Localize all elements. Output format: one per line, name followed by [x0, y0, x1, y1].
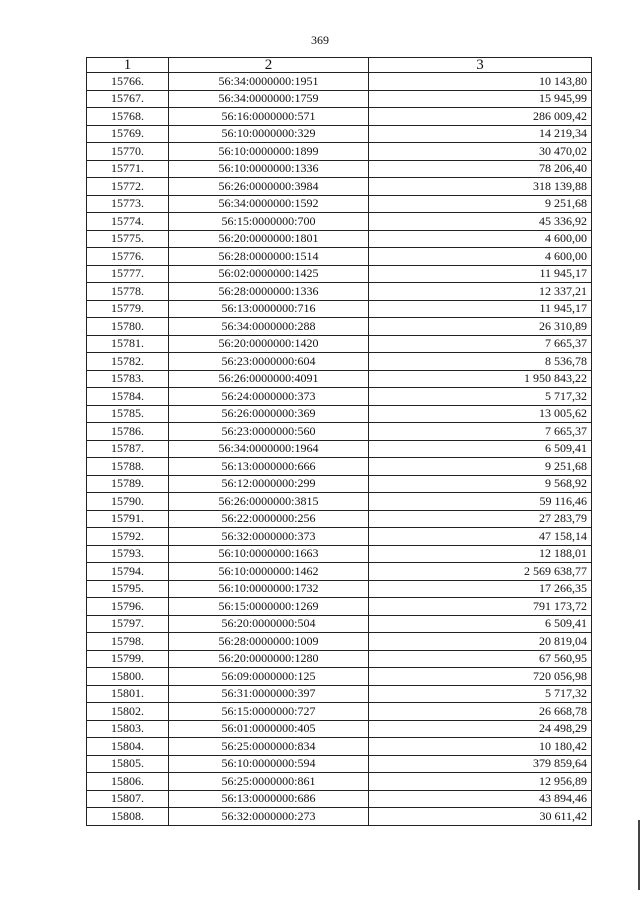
cadastral-number-cell: 56:20:0000000:1420 [169, 335, 369, 353]
table-row [87, 213, 592, 231]
table-row [87, 668, 592, 686]
amount-cell: 7 665,37 [369, 423, 592, 441]
cadastral-number-cell: 56:34:0000000:288 [169, 318, 369, 336]
amount-cell: 11 945,17 [369, 300, 592, 318]
table-row [87, 615, 592, 633]
amount-cell: 9 568,92 [369, 475, 592, 493]
amount-cell: 26 668,78 [369, 703, 592, 721]
row-number-cell: 15783. [87, 370, 169, 388]
row-number-cell: 15793. [87, 545, 169, 563]
cadastral-number-cell: 56:28:0000000:1009 [169, 633, 369, 651]
amount-cell: 47 158,14 [369, 528, 592, 546]
cadastral-number-cell: 56:01:0000000:405 [169, 720, 369, 738]
amount-cell: 5 717,32 [369, 685, 592, 703]
table-row [87, 125, 592, 143]
table-row [87, 580, 592, 598]
cadastral-number-cell: 56:13:0000000:666 [169, 458, 369, 476]
table-row [87, 405, 592, 423]
row-number-cell: 15778. [87, 283, 169, 301]
column-header-3: 3 [369, 58, 592, 73]
amount-cell: 5 717,32 [369, 388, 592, 406]
row-number-cell: 15766. [87, 73, 169, 91]
row-number-cell: 15805. [87, 755, 169, 773]
table-row [87, 143, 592, 161]
cadastral-number-cell: 56:20:0000000:504 [169, 615, 369, 633]
row-number-cell: 15767. [87, 90, 169, 108]
table-row [87, 790, 592, 808]
row-number-cell: 15786. [87, 423, 169, 441]
table-row [87, 283, 592, 301]
row-number-cell: 15797. [87, 615, 169, 633]
row-number-cell: 15800. [87, 668, 169, 686]
cadastral-number-cell: 56:26:0000000:369 [169, 405, 369, 423]
row-number-cell: 15804. [87, 738, 169, 756]
amount-cell: 17 266,35 [369, 580, 592, 598]
amount-cell: 59 116,46 [369, 493, 592, 511]
table-row [87, 650, 592, 668]
row-number-cell: 15806. [87, 773, 169, 791]
table-row [87, 755, 592, 773]
column-header-1: 1 [87, 58, 169, 73]
table-row [87, 90, 592, 108]
amount-cell: 9 251,68 [369, 458, 592, 476]
table-row [87, 773, 592, 791]
row-number-cell: 15803. [87, 720, 169, 738]
amount-cell: 10 180,42 [369, 738, 592, 756]
cadastral-number-cell: 56:09:0000000:125 [169, 668, 369, 686]
table-row [87, 248, 592, 266]
amount-cell: 7 665,37 [369, 335, 592, 353]
data-table [86, 57, 592, 826]
row-number-cell: 15794. [87, 563, 169, 581]
cadastral-number-cell: 56:10:0000000:329 [169, 125, 369, 143]
table-row [87, 808, 592, 826]
row-number-cell: 15774. [87, 213, 169, 231]
amount-cell: 8 536,78 [369, 353, 592, 371]
amount-cell: 12 956,89 [369, 773, 592, 791]
row-number-cell: 15776. [87, 248, 169, 266]
row-number-cell: 15788. [87, 458, 169, 476]
table-row [87, 703, 592, 721]
amount-cell: 6 509,41 [369, 615, 592, 633]
amount-cell: 13 005,62 [369, 405, 592, 423]
cadastral-number-cell: 56:26:0000000:4091 [169, 370, 369, 388]
cadastral-number-cell: 56:10:0000000:1732 [169, 580, 369, 598]
row-number-cell: 15770. [87, 143, 169, 161]
table-header [87, 58, 592, 73]
cadastral-number-cell: 56:10:0000000:594 [169, 755, 369, 773]
cadastral-number-cell: 56:32:0000000:373 [169, 528, 369, 546]
column-header-2: 2 [169, 58, 369, 73]
table-row [87, 720, 592, 738]
amount-cell: 30 611,42 [369, 808, 592, 826]
table-row [87, 318, 592, 336]
amount-cell: 20 819,04 [369, 633, 592, 651]
cadastral-number-cell: 56:31:0000000:397 [169, 685, 369, 703]
row-number-cell: 15775. [87, 230, 169, 248]
amount-cell: 720 056,98 [369, 668, 592, 686]
cadastral-number-cell: 56:34:0000000:1951 [169, 73, 369, 91]
row-number-cell: 15772. [87, 178, 169, 196]
table-row [87, 195, 592, 213]
cadastral-number-cell: 56:22:0000000:256 [169, 510, 369, 528]
amount-cell: 27 283,79 [369, 510, 592, 528]
row-number-cell: 15785. [87, 405, 169, 423]
cadastral-number-cell: 56:28:0000000:1336 [169, 283, 369, 301]
table-row [87, 738, 592, 756]
amount-cell: 67 560,95 [369, 650, 592, 668]
cadastral-number-cell: 56:34:0000000:1759 [169, 90, 369, 108]
cadastral-number-cell: 56:15:0000000:700 [169, 213, 369, 231]
cadastral-number-cell: 56:13:0000000:686 [169, 790, 369, 808]
table-row [87, 528, 592, 546]
table-row [87, 108, 592, 126]
table-row [87, 160, 592, 178]
table-row [87, 388, 592, 406]
cadastral-number-cell: 56:34:0000000:1964 [169, 440, 369, 458]
row-number-cell: 15768. [87, 108, 169, 126]
table-row [87, 563, 592, 581]
table-row [87, 370, 592, 388]
cadastral-number-cell: 56:13:0000000:716 [169, 300, 369, 318]
table-row [87, 685, 592, 703]
amount-cell: 15 945,99 [369, 90, 592, 108]
table-row [87, 598, 592, 616]
row-number-cell: 15792. [87, 528, 169, 546]
cadastral-number-cell: 56:23:0000000:604 [169, 353, 369, 371]
amount-cell: 24 498,29 [369, 720, 592, 738]
cadastral-number-cell: 56:20:0000000:1801 [169, 230, 369, 248]
row-number-cell: 15807. [87, 790, 169, 808]
amount-cell: 318 139,88 [369, 178, 592, 196]
cadastral-number-cell: 56:28:0000000:1514 [169, 248, 369, 266]
amount-cell: 286 009,42 [369, 108, 592, 126]
table-row [87, 545, 592, 563]
cadastral-number-cell: 56:24:0000000:373 [169, 388, 369, 406]
cadastral-number-cell: 56:15:0000000:1269 [169, 598, 369, 616]
row-number-cell: 15795. [87, 580, 169, 598]
table-row [87, 300, 592, 318]
cadastral-number-cell: 56:26:0000000:3984 [169, 178, 369, 196]
cadastral-number-cell: 56:10:0000000:1663 [169, 545, 369, 563]
header-row [87, 58, 592, 73]
cadastral-number-cell: 56:32:0000000:273 [169, 808, 369, 826]
cadastral-number-cell: 56:26:0000000:3815 [169, 493, 369, 511]
amount-cell: 4 600,00 [369, 230, 592, 248]
row-number-cell: 15798. [87, 633, 169, 651]
row-number-cell: 15771. [87, 160, 169, 178]
amount-cell: 9 251,68 [369, 195, 592, 213]
table-body [87, 73, 592, 826]
row-number-cell: 15791. [87, 510, 169, 528]
table-row [87, 73, 592, 91]
table-row [87, 353, 592, 371]
cadastral-number-cell: 56:20:0000000:1280 [169, 650, 369, 668]
amount-cell: 43 894,46 [369, 790, 592, 808]
amount-cell: 14 219,34 [369, 125, 592, 143]
amount-cell: 6 509,41 [369, 440, 592, 458]
cadastral-number-cell: 56:10:0000000:1462 [169, 563, 369, 581]
cadastral-number-cell: 56:12:0000000:299 [169, 475, 369, 493]
table-row [87, 475, 592, 493]
table-row [87, 423, 592, 441]
row-number-cell: 15782. [87, 353, 169, 371]
table-row [87, 440, 592, 458]
amount-cell: 45 336,92 [369, 213, 592, 231]
cadastral-number-cell: 56:10:0000000:1336 [169, 160, 369, 178]
cadastral-number-cell: 56:25:0000000:834 [169, 738, 369, 756]
row-number-cell: 15780. [87, 318, 169, 336]
row-number-cell: 15777. [87, 265, 169, 283]
cadastral-number-cell: 56:15:0000000:727 [169, 703, 369, 721]
row-number-cell: 15779. [87, 300, 169, 318]
amount-cell: 10 143,80 [369, 73, 592, 91]
table-row [87, 493, 592, 511]
row-number-cell: 15796. [87, 598, 169, 616]
row-number-cell: 15801. [87, 685, 169, 703]
table-row [87, 458, 592, 476]
table-row [87, 335, 592, 353]
amount-cell: 791 173,72 [369, 598, 592, 616]
amount-cell: 12 337,21 [369, 283, 592, 301]
row-number-cell: 15781. [87, 335, 169, 353]
amount-cell: 379 859,64 [369, 755, 592, 773]
amount-cell: 1 950 843,22 [369, 370, 592, 388]
row-number-cell: 15769. [87, 125, 169, 143]
amount-cell: 26 310,89 [369, 318, 592, 336]
cadastral-number-cell: 56:23:0000000:560 [169, 423, 369, 441]
table-row [87, 510, 592, 528]
row-number-cell: 15799. [87, 650, 169, 668]
table-row [87, 178, 592, 196]
amount-cell: 4 600,00 [369, 248, 592, 266]
cadastral-number-cell: 56:16:0000000:571 [169, 108, 369, 126]
cadastral-number-cell: 56:02:0000000:1425 [169, 265, 369, 283]
page-number: 369 [311, 33, 329, 47]
amount-cell: 78 206,40 [369, 160, 592, 178]
table-row [87, 633, 592, 651]
row-number-cell: 15773. [87, 195, 169, 213]
row-number-cell: 15790. [87, 493, 169, 511]
row-number-cell: 15808. [87, 808, 169, 826]
cadastral-number-cell: 56:34:0000000:1592 [169, 195, 369, 213]
table-row [87, 265, 592, 283]
amount-cell: 11 945,17 [369, 265, 592, 283]
table-row [87, 230, 592, 248]
row-number-cell: 15787. [87, 440, 169, 458]
cadastral-number-cell: 56:25:0000000:861 [169, 773, 369, 791]
amount-cell: 2 569 638,77 [369, 563, 592, 581]
amount-cell: 12 188,01 [369, 545, 592, 563]
row-number-cell: 15789. [87, 475, 169, 493]
row-number-cell: 15784. [87, 388, 169, 406]
row-number-cell: 15802. [87, 703, 169, 721]
cadastral-number-cell: 56:10:0000000:1899 [169, 143, 369, 161]
amount-cell: 30 470,02 [369, 143, 592, 161]
